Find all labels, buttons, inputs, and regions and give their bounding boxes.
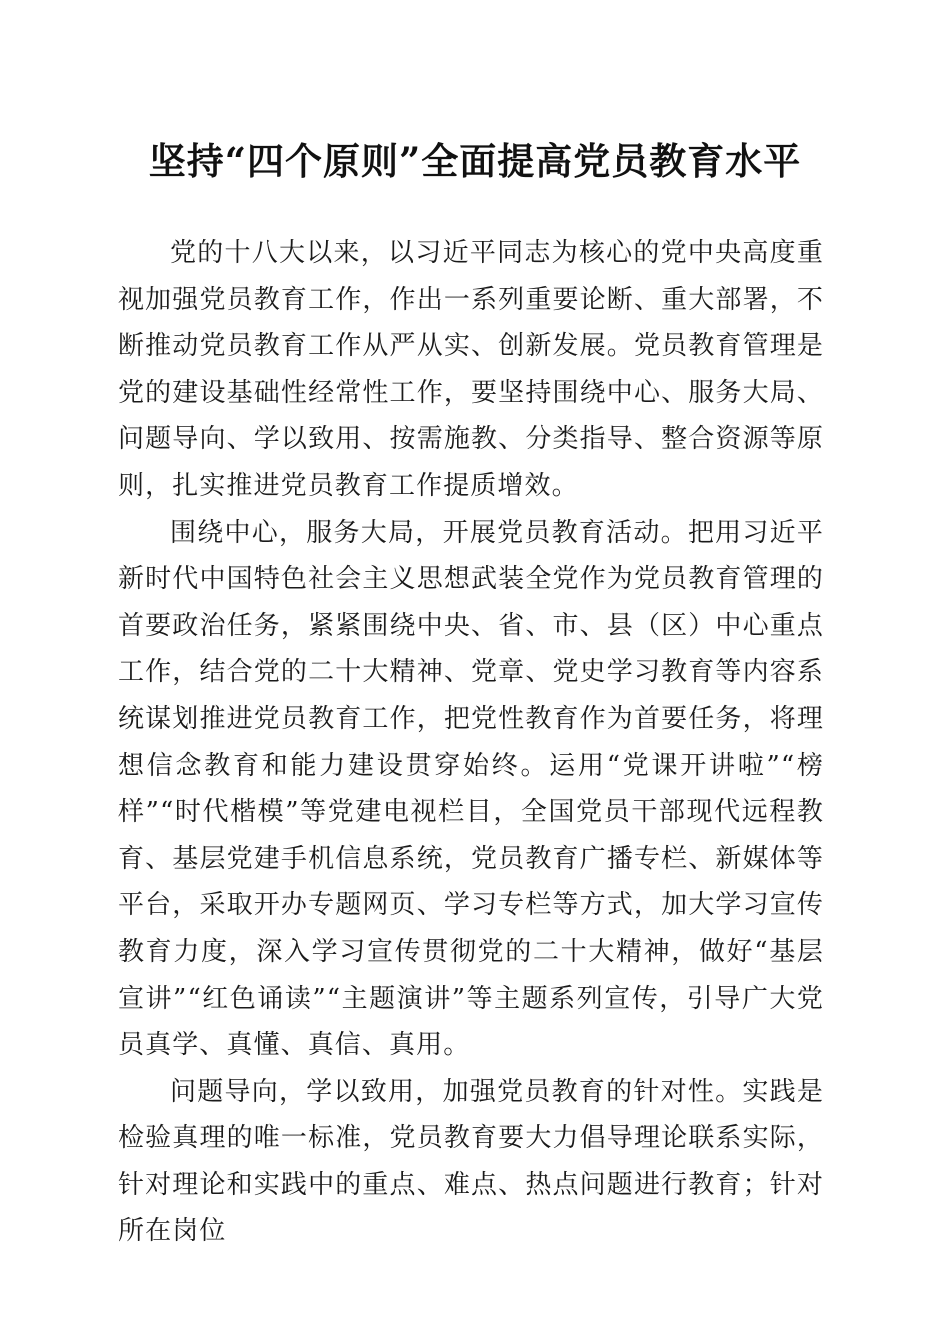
paragraph-2: 围绕中心，服务大局，开展党员教育活动。把用习近平新时代中国特色社会主义思想武装全党作为党员教育管理的首要政治任务，紧紧围绕中央、省、市、县（区）中心重点工作，结合党的二十大精神、党章、党史学习教育等内容系统谋划推进党员教育工作，把党性教育作为首要任务，将理想信念教育和能力建设贯穿始终。运用“党课开讲啦”“榜样”“时代楷模”等党建电视栏目，全国党员干部现代远程教育、基层党建手机信息系统，党员教育广播专栏、新媒体等平台，采取开办专题网页、学习专栏等方式，加大学习宣传教育力度，深入学习宣传贯彻党的二十大精神，做好“基层宣讲”“红色诵读”“主题演讲”等主题系列宣传，引导广大党员真学、真懂、真信、真用。 [118, 517, 824, 1061]
paragraph-1: 党的十八大以来，以习近平同志为核心的党中央高度重视加强党员教育工作，作出一系列重要论断、重大部署，不断推动党员教育工作从严从实、创新发展。党员教育管理是党的建设基础性经常性工作，要坚持围绕中心、服务大局、问题导向、学以致用、按需施教、分类指导、整合资源等原则，扎实推进党员教育工作提质增效。 [118, 238, 824, 501]
document-body [118, 230, 824, 1255]
document-title: 坚持“四个原则”全面提高党员教育水平 [148, 139, 802, 183]
paragraph-3: 问题导向，学以致用，加强党员教育的针对性。实践是检验真理的唯一标准，党员教育要大力倡导理论联系实际，针对理论和实践中的重点、难点、热点问题进行教育；针对所在岗位 [118, 1076, 824, 1247]
